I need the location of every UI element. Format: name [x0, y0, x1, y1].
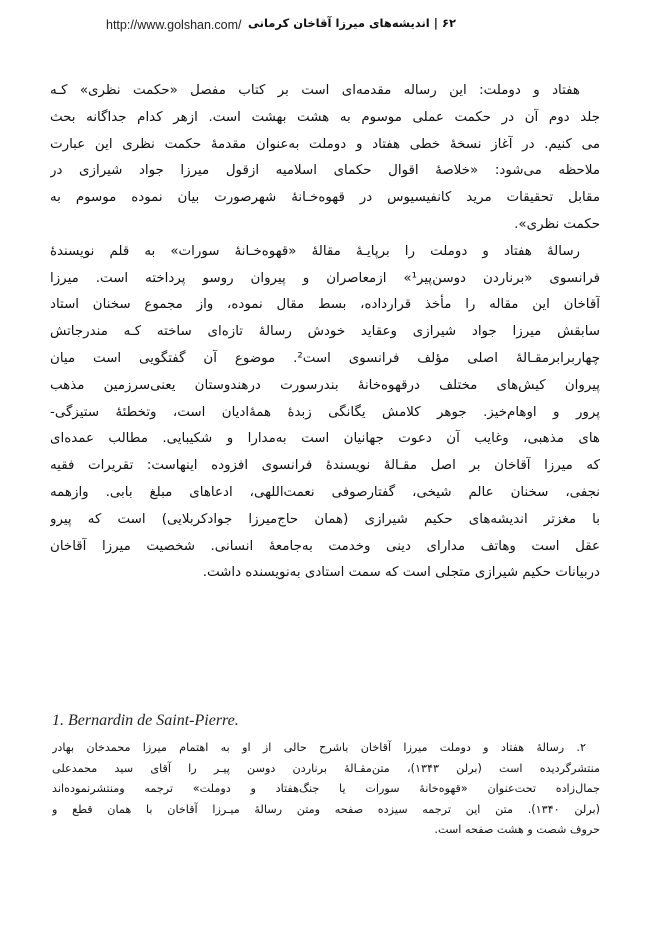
body-text	[50, 78, 600, 587]
footnote-line: جمال‌زاده تحت‌عنوان «قهوه‌خانهٔ سورات یا جنگ‌هفتاد و دوملت» ترجمه ومنتشرنموده‌اند	[52, 782, 600, 795]
footnote-line: ۲. رسالهٔ هفتاد و دوملت میرزا آقاخان باشرح حالی از او به اهتمام میرزا محمدخان بهادر	[52, 741, 586, 754]
running-head: ۶۲ | اندیشه‌های میرزا آقاخان کرمانی	[248, 16, 456, 30]
text-line: با مغزتر اندیشه‌های حکیم شیرازی (همان حاج‌میرزا جوادکربلایی) است که پیرو	[50, 511, 600, 527]
text-line: ملاحظه می‌شود: «خلاصهٔ اقوال حکمای اسلامیه ازقول میرزا جواد شیرازی در	[50, 163, 600, 179]
text-line: های مذهبی، وغایب آن دعوت جهانیان است به‌مدارا و شکیبایی. مطالب عمده‌ای	[50, 431, 600, 447]
footnotes	[52, 738, 600, 841]
footnote-1: 1. Bernardin de Saint-Pierre.	[52, 712, 239, 729]
source-url[interactable]: http://www.golshan.com/	[106, 18, 242, 32]
text-line: عقل است وهاتف مدارای دینی وخدمت به‌جامعهٔ انسانی. شخصیت میرزا آقاخان	[50, 538, 600, 554]
text-line: که میرزا آقاخان بر اصل مقـالهٔ نویسندهٔ فرانسوی افزوده اینهاست: تقریرات فقیه	[50, 458, 600, 474]
text-line: هفتاد و دوملت: این رساله مقدمه‌ای است بر کتاب مفصل «حکمت نظری» کـه	[50, 83, 580, 98]
text-line: دربیانات حکیم شیرازی متجلی است که سمت استادی به‌نویسنده داشت.	[202, 565, 600, 581]
text-line: می کنیم. در آغاز نسخهٔ خطی هفتاد و دوملت به‌عنوان مقدمهٔ حکمت نظری این عبارت	[50, 136, 600, 152]
text-line: حکمت نظری».	[514, 216, 600, 232]
text-line: فرانسوی «برناردن دوسن‌پیر¹» ازمعاصران و پیروان روسو پرداخته است. میرزا	[50, 270, 600, 286]
footnote-line: (برلن ۱۳۴۰). متن این ترجمه سیزده صفحه ومتن رسالهٔ میـرزا آقاخان با همان قطع و	[52, 802, 600, 816]
footnote-line: منتشرگردیده است (برلن ۱۳۴۳)، متن‌مقـالهٔ برناردن دوسن پیـر را آقای سید محمدعلی	[52, 761, 600, 775]
page-header	[0, 14, 654, 38]
text-line: پیروان کیش‌های مختلف درقهوه‌خانهٔ بندرسورت درهندوستان یعنی‌سرزمین مذهب	[50, 377, 600, 393]
text-line: پرور و اوهام‌خیز. جوهر کلامش یگانگی زبدهٔ همهٔ‌ادیان است، وتخطئهٔ ستیزگی-	[50, 404, 600, 420]
text-line: آقاخان این مقاله را مأخذ قرارداده، بسط مقال نموده، واز مجموع سخنان استاد	[50, 297, 600, 313]
text-line: رسالهٔ هفتاد و دوملت را برپایـهٔ مقالهٔ «قهوه‌خـانهٔ سورات» به قلم نویسندهٔ	[50, 243, 580, 259]
footnote-line: حروف شصت و هشت صفحه است.	[434, 823, 600, 836]
text-line: مقابل تحقیقات مرید کانفیسیوس در قهوه‌خـانهٔ شهرصورت بیان نموده موسوم به	[50, 190, 600, 206]
text-line: چهاربرابرمقـالهٔ اصلی مؤلف فرانسوی است². موضوع آن گفتگویی است میان	[50, 350, 600, 366]
text-line: جلد دوم آن در حکمت عملی موسوم به هشت بهشت است. ازهر کدام جداگانه بحث	[50, 109, 600, 125]
text-line: سابقش میرزا جواد شیرازی وعقاید خودش رسالهٔ تازه‌ای ساخته کـه مندرجاتش	[50, 324, 600, 340]
text-line: نجفی، سخنان عالم شیخی، گفتارصوفی نعمت‌اللهی، ادعاهای مبلغ بابی. وازهمه	[50, 484, 600, 500]
